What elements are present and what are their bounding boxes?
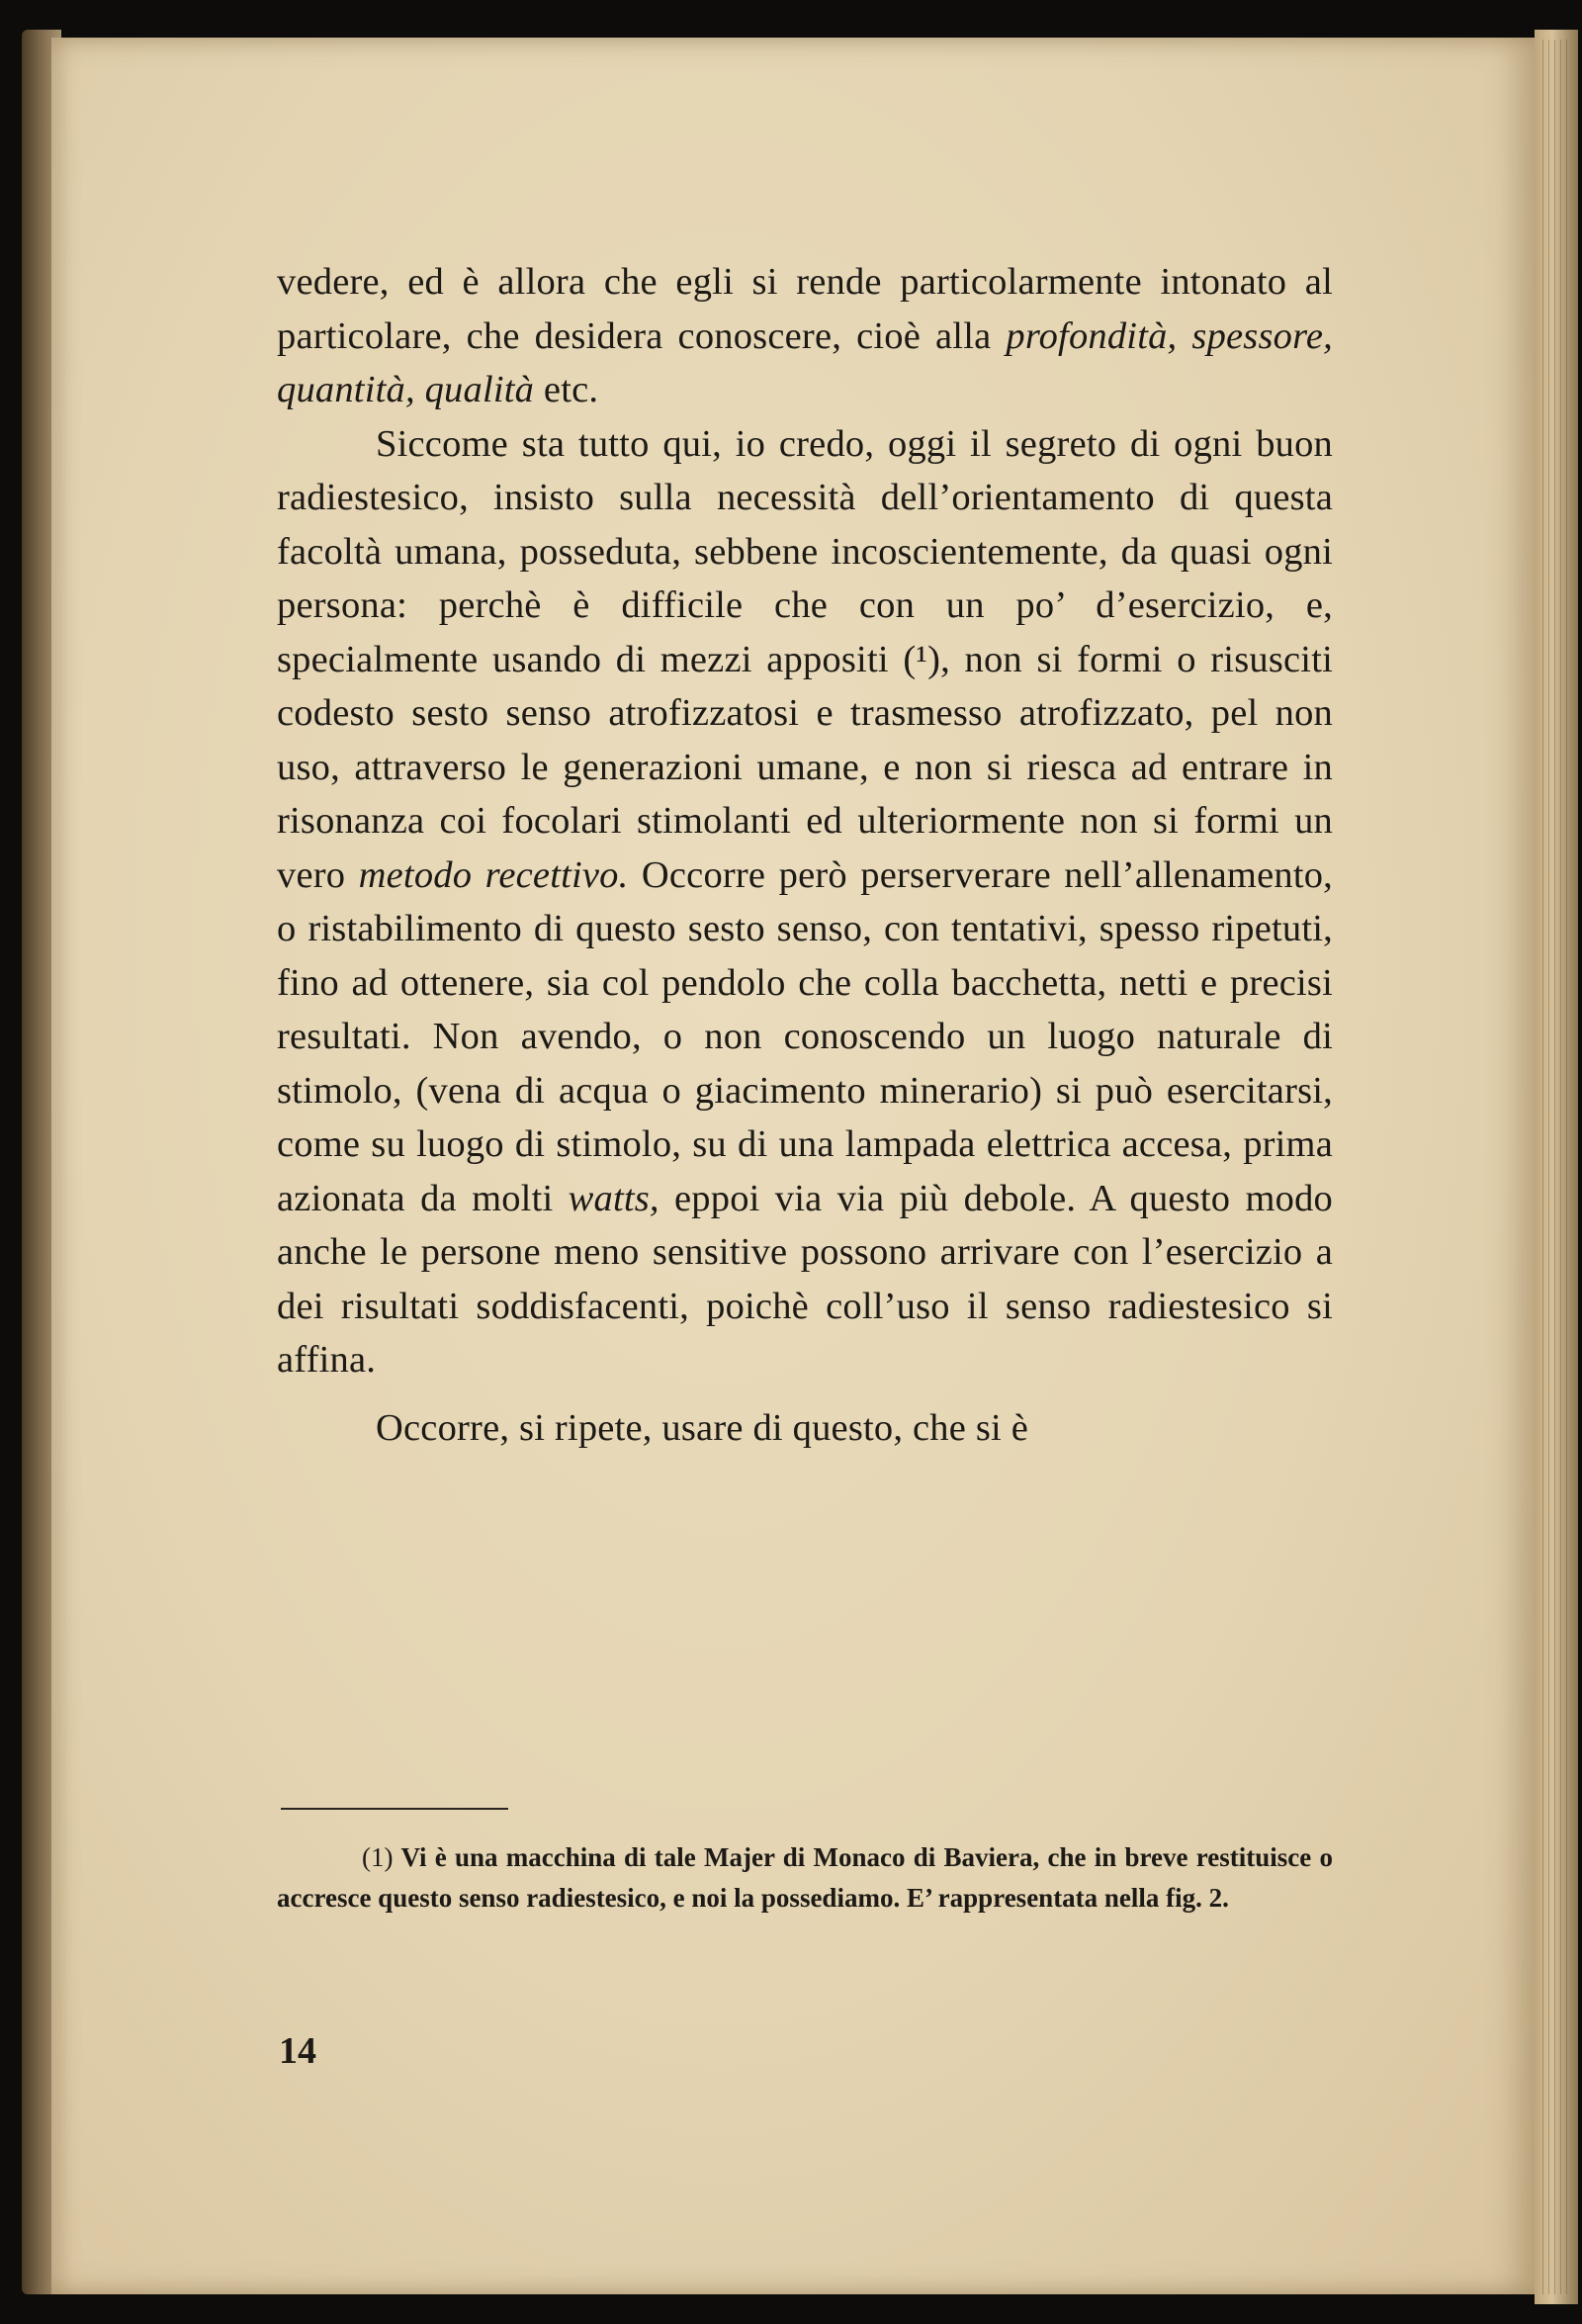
paragraph-2-italic-method: metodo recettivo. [358, 853, 629, 896]
paragraph-2-text-b: , non si formi o risusciti codesto sesto senso atrofizzatosi e trasmesso atrofizzato, pel non uso, attraverso le generazioni umane, e non si riesca ad entrare in risonanza coi focolari stimolanti ed ulteriormente non si formi un vero [277, 638, 1333, 896]
body-text [277, 255, 1333, 1455]
footnote [277, 1837, 1333, 1919]
paragraph-2-text-a: Siccome sta tutto qui, io credo, oggi il segreto di ogni buon radiestesico, insisto sulla necessità dell’orientamento di questa facoltà umana, posseduta, sebbene incoscientemente, da quasi ogni persona: perchè è difficile che con un po’ d’esercizio, e, specialmente usando di mezzi appositi [277, 422, 1333, 680]
footnote-marker: (1) [362, 1842, 394, 1872]
page-stack-lines [1542, 40, 1572, 2294]
footnote-reference: (¹) [903, 638, 941, 680]
paragraph-2 [277, 417, 1333, 1387]
paragraph-3: Occorre, si ripete, usare di questo, che si è [376, 1406, 1029, 1449]
footnote-rule [281, 1808, 508, 1810]
footnote-text: Vi è una macchina di tale Majer di Monaco di Baviera, che in breve restituisce o accresce questo senso radiestesico, e noi la possediamo. E’ rappresentata nella fig. 2. [277, 1842, 1333, 1913]
page-number: 14 [279, 2030, 316, 2072]
paragraph-1-end: etc. [534, 369, 599, 410]
paragraph-1-italic: profondità, spessore, quantità, qualità [277, 314, 1333, 410]
paragraph-2-text-f: eppoi via via più debole. A questo modo anche le persone meno sensitive possono arrivare con l’esercizio a dei risultati soddisfacenti, poichè coll’uso il senso radiestesico si affina. [277, 1177, 1333, 1381]
paragraph-2-italic-watts: watts, [568, 1177, 659, 1219]
paragraph-2-text-d: Occorre però perserverare nell’allenamento, o ristabilimento di questo sesto senso, con tentativi, spesso ripetuti, fino ad ottenere, sia col pendolo che colla bacchetta, netti e precisi resultati. Non avendo, o non conoscendo un luogo naturale di stimolo, (vena di acqua o giacimento minerario) si può esercitarsi, come su luogo di stimolo, su di una lampada elettrica accesa, prima azionata da molti [277, 853, 1333, 1219]
paragraph-1 [277, 255, 1333, 417]
paragraph-1-text: vedere, ed è allora che egli si rende particolarmente intonato al particolare, che desidera conoscere, cioè alla [277, 261, 1333, 357]
